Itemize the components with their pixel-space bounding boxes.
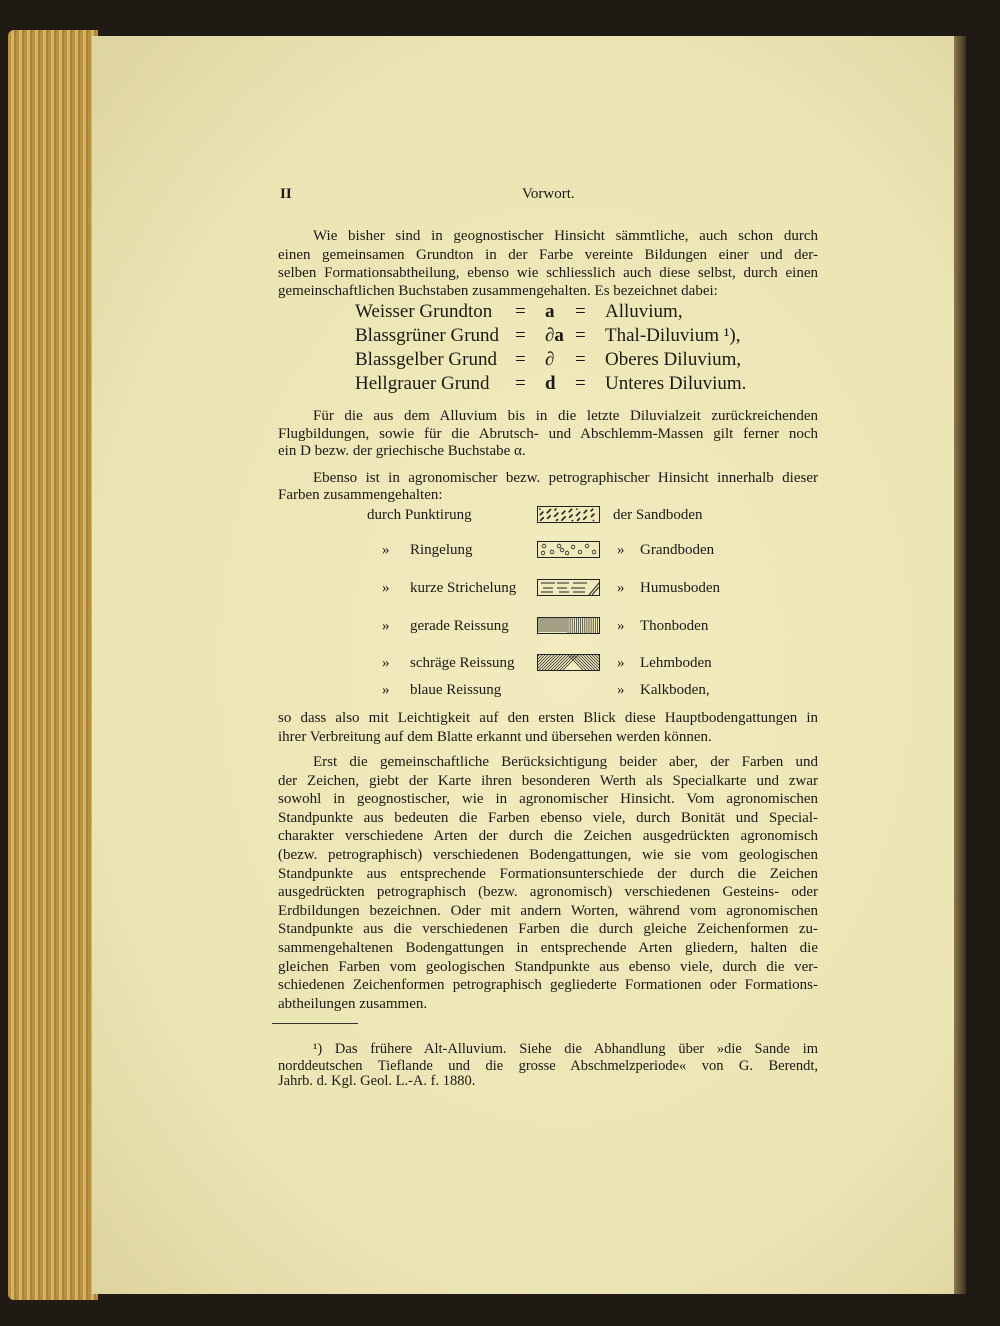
formula-meaning: Oberes Diluvium, [605, 349, 742, 370]
para4-line: Standpunkte aus entsprechende Formationsunterschiede der durch die Zeichen [278, 866, 818, 882]
legend-prefix2: » [617, 682, 625, 698]
footnote-line: norddeutschen Tieflande und die grosse Abschmelzperiode« von G. Berendt, [278, 1058, 818, 1074]
formula-eq: = [515, 373, 526, 394]
para3-line: Ebenso ist in agronomischer bezw. petrographischer Hinsicht innerhalb dieser [313, 470, 818, 486]
para1-line: Wie bisher sind in geognostischer Hinsicht sämmtliche, auch schon durch [313, 228, 818, 244]
pattern-swatch-rings [537, 541, 600, 558]
legend-prefix2: » [617, 655, 625, 671]
para4-line: Standpunkte aus die verschiedenen Farben die durch gleiche Zeichenformen zu- [278, 921, 818, 937]
para4-line: charakter verschiedene Arten der durch die Zeichen ausgedrückten agronomisch [278, 828, 818, 844]
para4-line: Standpunkte aus bedeuten die Farben ebenso viele, durch Bonität und Special- [278, 810, 818, 826]
formula-symbol: ∂ [545, 349, 555, 370]
para4-line: schiedenen Zeichenformen petrographisch gegliederte Formationen oder Formations- [278, 977, 818, 993]
formula-eq2: = [575, 325, 586, 346]
para3-line: Farben zusammengehalten: [278, 487, 443, 503]
para4-line: Erdbildungen bezeichnen. Oder mit andern Worten, während vom agronomischen [278, 903, 818, 919]
para1-line: einen gemeinsamen Grundton in der Farbe vereinte Bildungen einer und der- [278, 247, 818, 263]
pattern-swatch-oblique [537, 654, 600, 671]
para4-line: der Zeichen, giebt der Karte ihren besonderen Werth als Specialkarte und zwar [278, 773, 818, 789]
formula-eq2: = [575, 301, 586, 322]
legend-marking: schräge Reissung [410, 655, 515, 671]
para4-line: sammengehaltenen Bodengattungen in entsprechende Arten gliedern, halten die [278, 940, 818, 956]
legend-prefix: » [382, 655, 390, 671]
legend-marking: durch Punktirung [367, 507, 472, 523]
para1-line: gemeinschaftlichen Buchstaben zusammengehalten. Es bezeichnet dabei: [278, 283, 718, 299]
legend-soil: Grandboden [640, 542, 715, 558]
formula-color: Blassgelber Grund [355, 349, 497, 370]
legend-prefix: » [382, 580, 390, 596]
legend-marking: Ringelung [410, 542, 473, 558]
formula-symbol: d [545, 373, 556, 394]
para1-line: selben Formationsabtheilung, ebenso wie schliesslich auch diese selbst, durch einen [278, 265, 818, 281]
legend-prefix: » [382, 542, 390, 558]
para2-line: Flugbildungen, sowie für die Abrutsch- und Abschlemm-Massen gilt ferner noch [278, 426, 818, 442]
formula-color: Weisser Grundton [355, 301, 493, 322]
para4-line: ausgedrückten petrographisch (bezw. agronomisch) verschiedenen Gesteins- oder [278, 884, 818, 900]
legend-marking: blaue Reissung [410, 682, 502, 698]
formula-symbol: ∂a [545, 325, 564, 346]
formula-symbol: a [545, 301, 555, 322]
formula-eq2: = [575, 349, 586, 370]
para3b-line: ihrer Verbreitung auf dem Blatte erkannt und übersehen werden können. [278, 729, 712, 745]
formula-meaning: Thal-Diluvium ¹), [605, 325, 741, 346]
pattern-swatch-straight [537, 617, 600, 634]
legend-prefix2: » [617, 618, 625, 634]
footnote-line: ¹) Das frühere Alt-Alluvium. Siehe die Abhandlung über »die Sande im [313, 1041, 818, 1057]
formula-meaning: Unteres Diluvium. [605, 373, 747, 394]
book-spine [954, 36, 966, 1294]
para4-line: (bezw. petrographisch) verschiedenen Bodengattungen, wie sie vom geologischen [278, 847, 818, 863]
para2-line: Für die aus dem Alluvium bis in die letzte Diluvialzeit zurückreichenden [313, 408, 818, 424]
formula-eq: = [515, 349, 526, 370]
formula-color: Hellgrauer Grund [355, 373, 490, 394]
para4-line: sowohl in geognostischer, wie in agronomischer Hinsicht. Vom agronomischen [278, 791, 818, 807]
legend-soil: Lehmboden [640, 655, 712, 671]
para3b-line: so dass also mit Leichtigkeit auf den ersten Blick diese Hauptbodengattungen in [278, 710, 818, 726]
formula-eq2: = [575, 373, 586, 394]
book-page-edges [8, 30, 98, 1300]
pattern-swatch-dots [537, 506, 600, 523]
formula-eq: = [515, 301, 526, 322]
legend-soil: Kalkboden, [640, 682, 710, 698]
legend-marking: gerade Reissung [410, 618, 509, 634]
para4-line: abtheilungen zusammen. [278, 996, 428, 1012]
footnote-line: Jahrb. d. Kgl. Geol. L.-A. f. 1880. [278, 1073, 476, 1089]
para4-line: Erst die gemeinschaftliche Berücksichtigung beider aber, der Farben und [313, 754, 818, 770]
legend-marking: kurze Strichelung [410, 580, 517, 596]
legend-prefix2: » [617, 542, 625, 558]
legend-prefix: » [382, 618, 390, 634]
book-page [92, 36, 954, 1294]
legend-prefix2: » [617, 580, 625, 596]
para4-line: gleichen Farben vom geologischen Standpunkte aus ebenso viele, durch die ver- [278, 959, 818, 975]
para2-line: ein D bezw. der griechische Buchstabe α. [278, 443, 526, 459]
formula-color: Blassgrüner Grund [355, 325, 500, 346]
page-title: Vorwort. [522, 186, 575, 202]
formula-meaning: Alluvium, [605, 301, 683, 322]
legend-soil: der Sandboden [613, 507, 703, 523]
pattern-swatch-dashes [537, 579, 600, 596]
legend-prefix: » [382, 682, 390, 698]
legend-soil: Thonboden [640, 618, 709, 634]
footnote-divider [272, 1023, 358, 1024]
formula-eq: = [515, 325, 526, 346]
legend-soil: Humusboden [640, 580, 720, 596]
page-number: II [280, 186, 292, 202]
